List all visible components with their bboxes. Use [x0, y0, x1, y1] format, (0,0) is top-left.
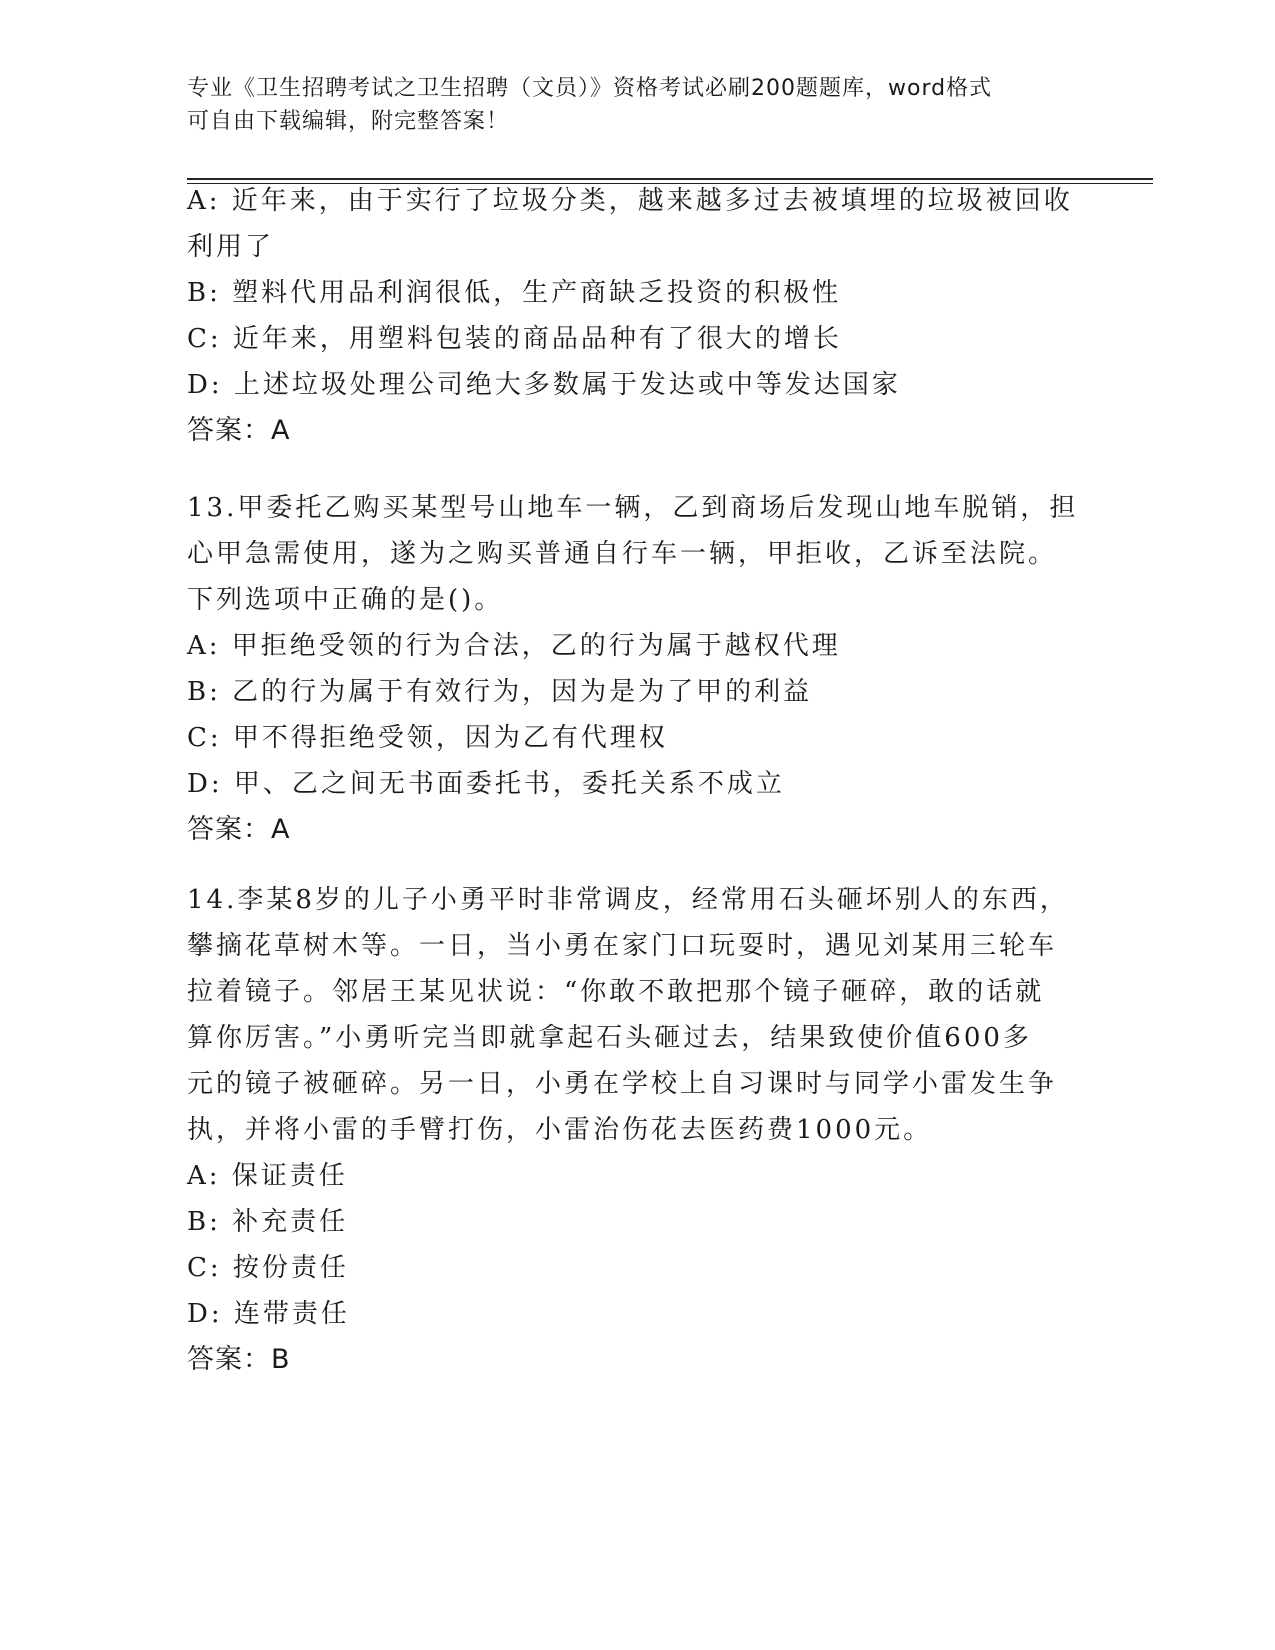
option-d: D: 上述垃圾处理公司绝大多数属于发达或中等发达国家	[187, 370, 901, 400]
option-d: D: 连带责任	[187, 1299, 350, 1329]
question-stem-continued: 心甲急需使用，遂为之购买普通自行车一辆，甲拒收，乙诉至法院。	[187, 539, 1058, 569]
document-header	[187, 72, 1087, 138]
question-stem: 13.甲委托乙购买某型号山地车一辆，乙到商场后发现山地车脱销，担	[187, 493, 1079, 523]
option-a: A: 甲拒绝受领的行为合法，乙的行为属于越权代理	[187, 631, 841, 661]
question-stem-continued: 攀摘花草树木等。一日，当小勇在家门口玩耍时，遇见刘某用三轮车	[187, 931, 1058, 961]
question-stem-continued: 执，并将小雷的手臂打伤，小雷治伤花去医药费1000元。	[187, 1115, 933, 1145]
option-c: C: 按份责任	[187, 1253, 349, 1283]
option-a: A: 近年来，由于实行了垃圾分类，越来越多过去被填埋的垃圾被回收	[187, 186, 1073, 216]
option-a: A: 保证责任	[187, 1161, 348, 1191]
option-c: C: 近年来，用塑料包装的商品品种有了很大的增长	[187, 324, 842, 354]
question-14	[187, 877, 1087, 1383]
header-title-line-1: 专业《卫生招聘考试之卫生招聘（文员）》资格考试必刷200题题库，word格式	[187, 76, 993, 101]
option-b: B: 补充责任	[187, 1207, 349, 1237]
option-b: B: 塑料代用品利润很低，生产商缺乏投资的积极性	[187, 278, 842, 308]
question-13	[187, 485, 1087, 853]
question-stem-continued: 算你厉害。”小勇听完当即就拿起石头砸过去，结果致使价值600多	[187, 1023, 1032, 1053]
header-title-line-2: 可自由下载编辑，附完整答案！	[187, 109, 510, 134]
answer: 答案：A	[187, 814, 291, 845]
option-d: D: 甲、乙之间无书面委托书，委托关系不成立	[187, 769, 785, 799]
question-stem-continued: 元的镜子被砸碎。另一日，小勇在学校上自习课时与同学小雷发生争	[187, 1069, 1058, 1099]
option-b: B: 乙的行为属于有效行为，因为是为了甲的利益	[187, 677, 813, 707]
option-a-continued: 利用了	[187, 232, 275, 262]
question-stem-continued: 下列选项中正确的是()。	[187, 585, 504, 615]
answer: 答案：B	[187, 1344, 291, 1375]
question-stem: 14.李某8岁的儿子小勇平时非常调皮，经常用石头砸坏别人的东西，	[187, 885, 1069, 915]
option-c: C: 甲不得拒绝受领，因为乙有代理权	[187, 723, 668, 753]
question-12-options	[187, 178, 1087, 454]
question-stem-continued: 拉着镜子。邻居王某见状说：“你敢不敢把那个镜子砸碎，敢的话就	[187, 977, 1045, 1007]
answer: 答案：A	[187, 415, 291, 446]
